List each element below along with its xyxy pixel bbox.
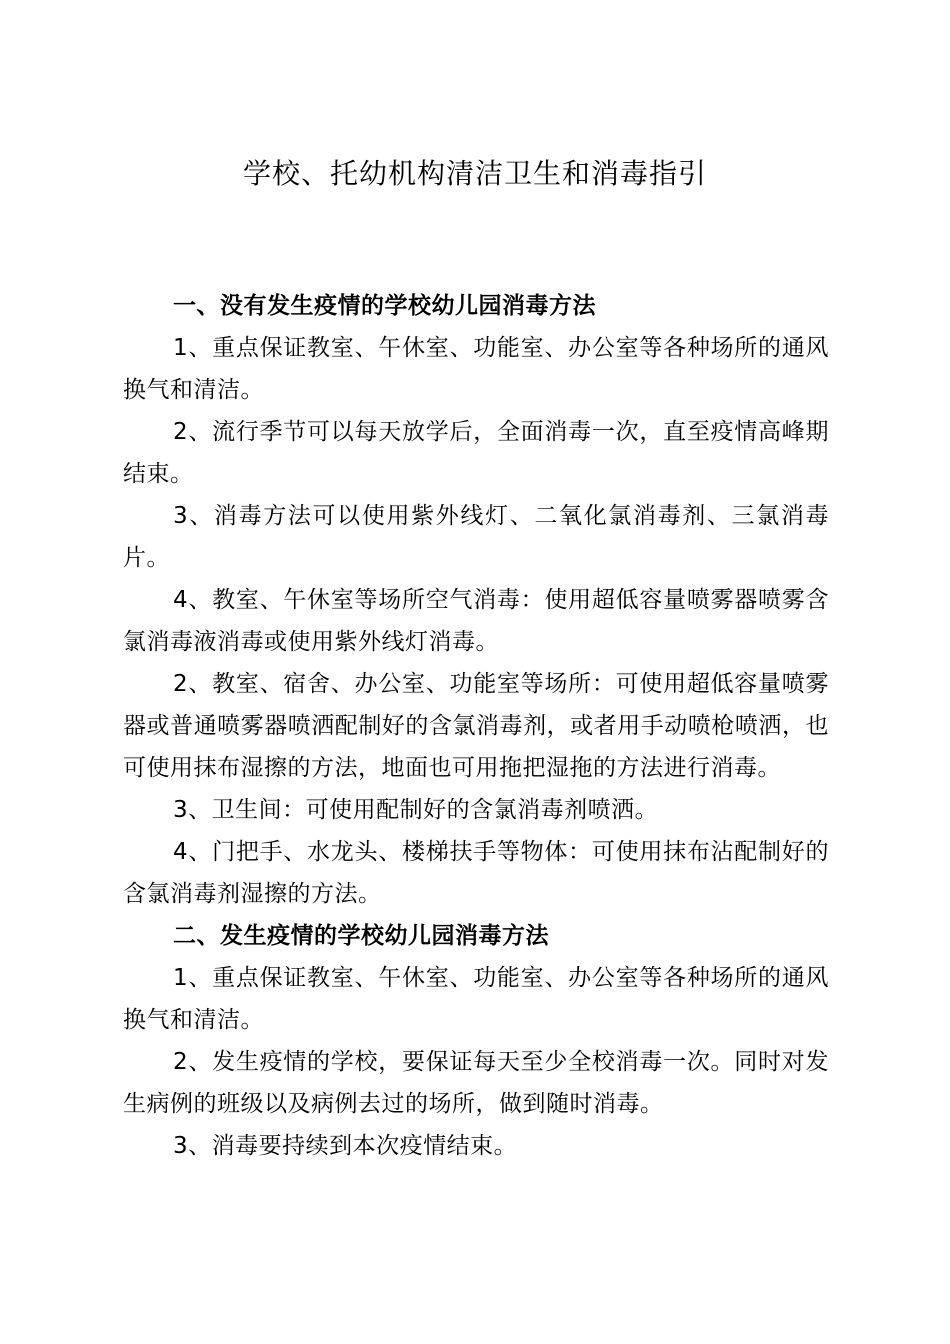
- paragraph: 1、重点保证教室、午休室、功能室、办公室等各种场所的通风换气和清洁。: [123, 965, 829, 1033]
- paragraph: 1、重点保证教室、午休室、功能室、办公室等各种场所的通风换气和清洁。: [123, 335, 829, 403]
- paragraph: 3、卫生间：可使用配制好的含氯消毒剂喷洒。: [173, 797, 659, 823]
- document-body: [123, 285, 829, 1167]
- paragraph: 2、教室、宿舍、办公室、功能室等场所：可使用超低容量喷雾器或普通喷雾器喷洒配制好的含氯消毒剂，或者用手动喷枪喷洒，也可使用抹布湿擦的方法，地面也可用拖把湿拖的方法进行消毒。: [123, 671, 829, 781]
- section-heading-1: 一、没有发生疫情的学校幼儿园消毒方法: [173, 293, 596, 319]
- paragraph: 2、流行季节可以每天放学后，全面消毒一次，直至疫情高峰期结束。: [123, 419, 829, 487]
- paragraph: 3、消毒方法可以使用紫外线灯、二氧化氯消毒剂、三氯消毒片。: [123, 503, 829, 571]
- paragraph: 3、消毒要持续到本次疫情结束。: [173, 1133, 518, 1159]
- section-heading-2: 二、发生疫情的学校幼儿园消毒方法: [173, 923, 549, 949]
- paragraph: 4、教室、午休室等场所空气消毒：使用超低容量喷雾器喷雾含氯消毒液消毒或使用紫外线灯消毒。: [123, 587, 829, 655]
- paragraph: 4、门把手、水龙头、楼梯扶手等物体：可使用抹布沾配制好的含氯消毒剂湿擦的方法。: [123, 839, 829, 907]
- document-title: 学校、托幼机构清洁卫生和消毒指引: [242, 157, 707, 190]
- paragraph: 2、发生疫情的学校，要保证每天至少全校消毒一次。同时对发生病例的班级以及病例去过的场所，做到随时消毒。: [123, 1049, 829, 1117]
